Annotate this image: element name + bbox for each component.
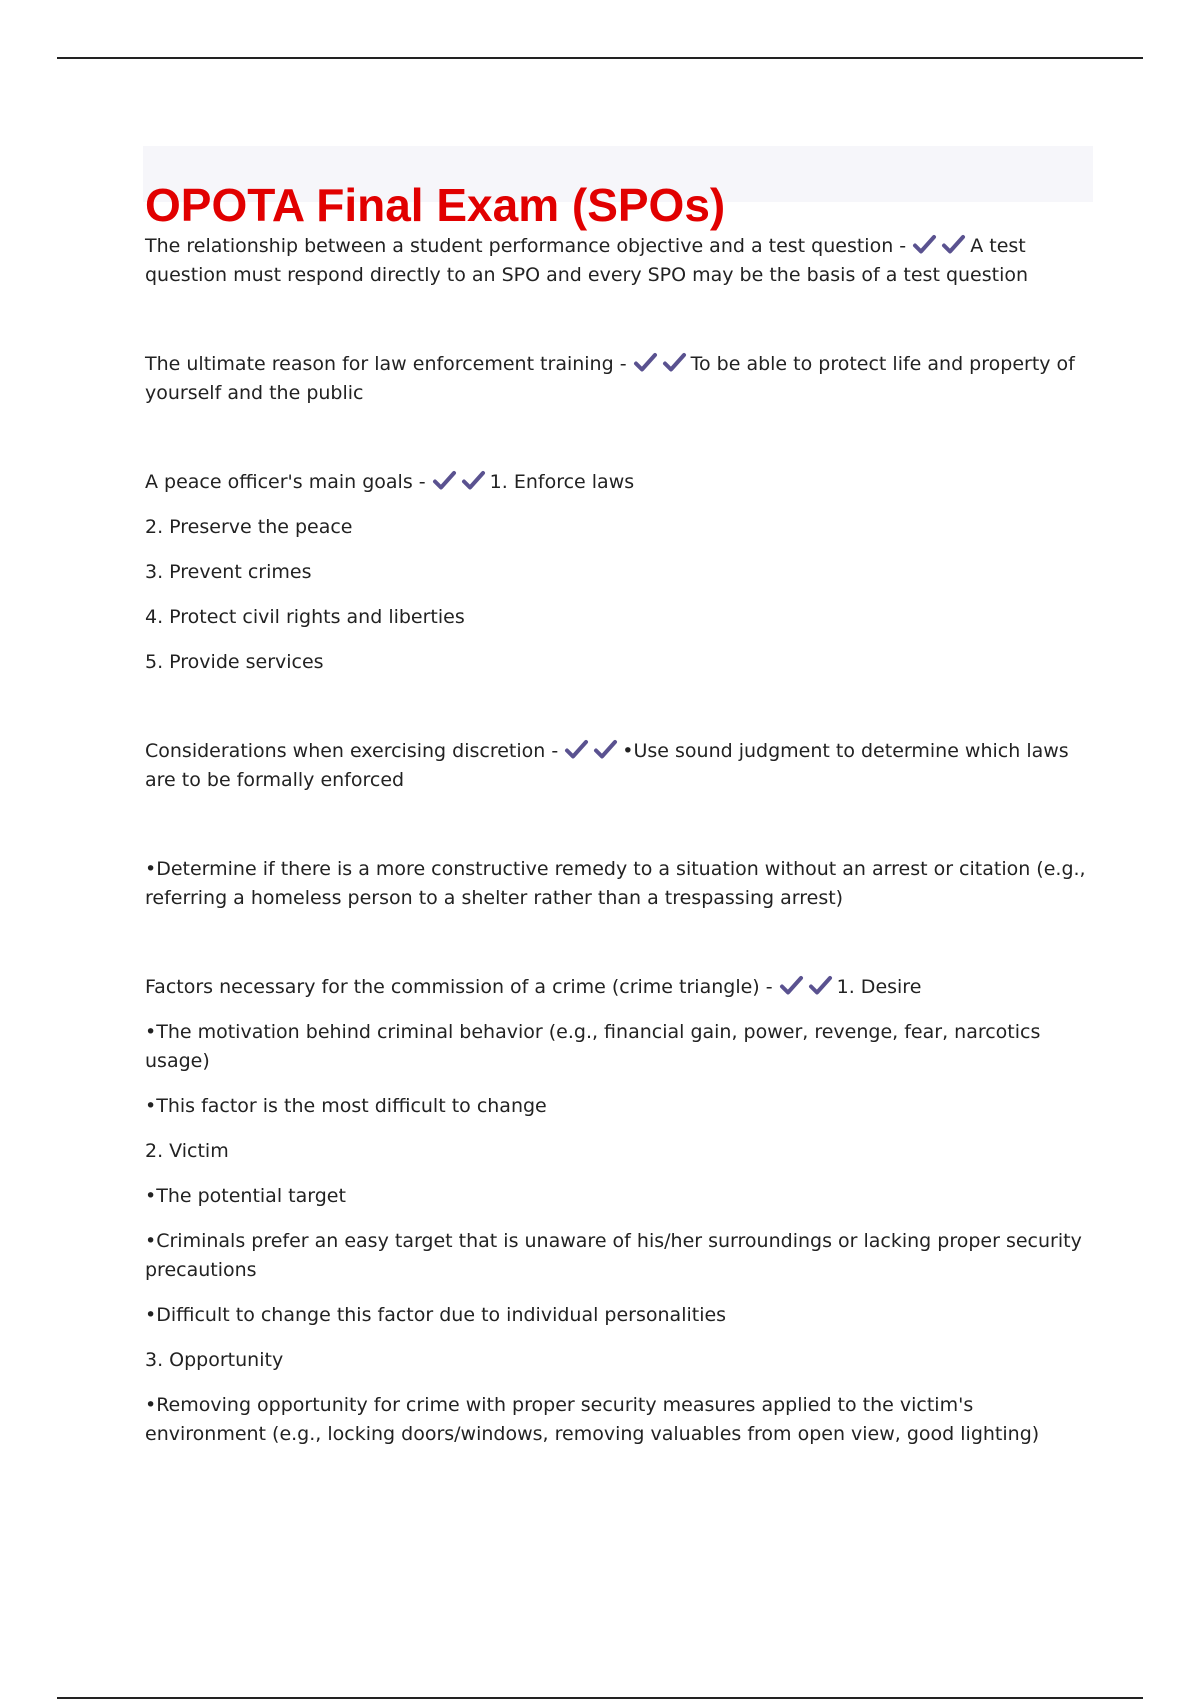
entry-answer: 1. Desire xyxy=(836,976,922,998)
list-item: 5. Provide services xyxy=(145,651,324,673)
bottom-rule xyxy=(57,1697,1143,1699)
list-item: •The motivation behind criminal behavior (e.g., financial gain, power, revenge, fear, narcotics usage) xyxy=(145,1021,1041,1072)
double-check-icon xyxy=(633,353,691,375)
entry-answer: To be able to protect life and property of yourself and the public xyxy=(145,353,1075,404)
double-check-icon xyxy=(564,740,622,762)
double-check-icon xyxy=(912,235,970,257)
list-item: 4. Protect civil rights and liberties xyxy=(145,606,465,628)
entry-question: A peace officer's main goals - xyxy=(145,471,426,493)
entry-question: The relationship between a student performance objective and a test question - xyxy=(145,235,907,257)
page-title: OPOTA Final Exam (SPOs) xyxy=(145,178,726,231)
double-check-icon xyxy=(432,471,490,493)
entry-question: Factors necessary for the commission of a crime (crime triangle) - xyxy=(145,976,773,998)
entry-question: Considerations when exercising discretion - xyxy=(145,740,559,762)
list-item: •Determine if there is a more constructive remedy to a situation without an arrest or citation (e.g., referring a homeless person to a shelter rather than a trespassing arrest) xyxy=(145,858,1086,909)
entry-answer: A test question must respond directly to an SPO and every SPO may be the basis of a test question xyxy=(145,235,1029,286)
double-check-icon xyxy=(779,976,837,998)
entry-training-reason xyxy=(145,350,1095,408)
list-item: 2. Victim xyxy=(145,1140,229,1162)
list-item: 2. Preserve the peace xyxy=(145,516,353,538)
entry-spo-relationship xyxy=(145,232,1095,290)
list-item: •Difficult to change this factor due to individual personalities xyxy=(145,1304,727,1326)
list-item: 3. Prevent crimes xyxy=(145,561,312,583)
entry-crime-triangle xyxy=(145,973,1095,1002)
list-item: •Criminals prefer an easy target that is unaware of his/her surroundings or lacking proper security precautions xyxy=(145,1230,1082,1281)
entry-answer: 1. Enforce laws xyxy=(489,471,635,493)
list-item: •This factor is the most difficult to change xyxy=(145,1095,547,1117)
entry-officer-goals xyxy=(145,468,1095,497)
list-item: •Removing opportunity for crime with proper security measures applied to the victim's environment (e.g., locking doors/windows, removing valuables from open view, good lighting) xyxy=(145,1394,1040,1445)
entry-question: The ultimate reason for law enforcement training - xyxy=(145,353,627,375)
list-item: 3. Opportunity xyxy=(145,1349,284,1371)
list-item: •The potential target xyxy=(145,1185,346,1207)
entry-discretion xyxy=(145,737,1095,795)
top-rule xyxy=(57,57,1143,59)
document-body xyxy=(145,232,1095,1465)
entry-answer: •Use sound judgment to determine which laws are to be formally enforced xyxy=(145,740,1069,791)
